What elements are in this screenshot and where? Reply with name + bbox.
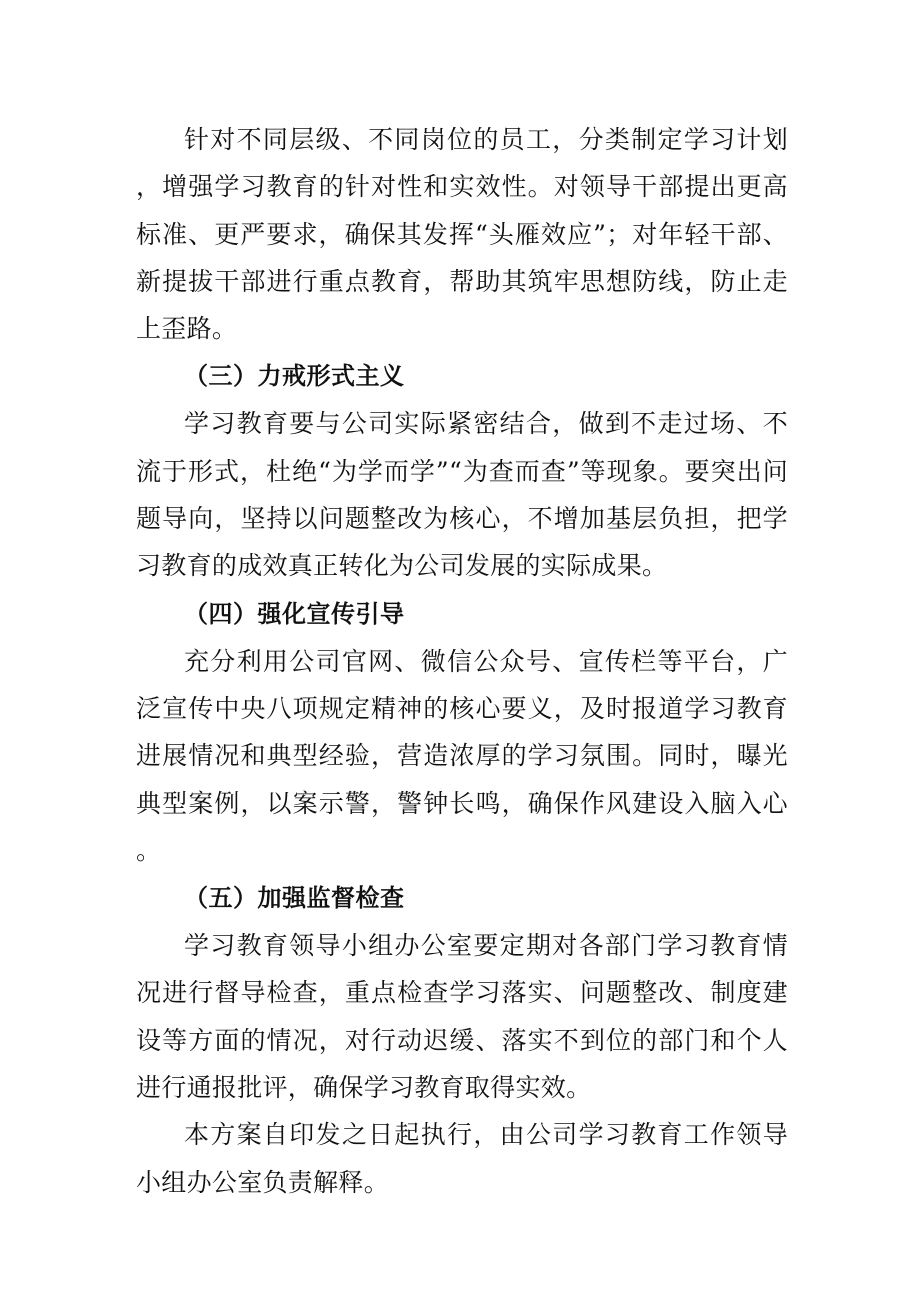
document-page: [136, 116, 788, 1206]
paragraph-supervision: 学习教育领导小组办公室要定期对各部门学习教育情况进行督导检查，重点检查学习落实、问题整改、制度建设等方面的情况，对行动迟缓、落实不到位的部门和个人进行通报批评，确保学习教育取得实效。: [136, 931, 788, 1103]
section-heading-4: （四）强化宣传引导: [184, 599, 405, 628]
paragraph-staff-plans: 针对不同层级、不同岗位的员工，分类制定学习计划，增强学习教育的针对性和实效性。对领导干部提出更高标准、更严要求，确保其发挥“头雁效应”；对年轻干部、新提拔干部进行重点教育，帮助其筑牢思想防线，防止走上歪路。: [136, 125, 788, 344]
paragraph-avoid-formalism: 学习教育要与公司实际紧密结合，做到不走过场、不流于形式，杜绝“为学而学”“为查而查”等现象。要突出问题导向，坚持以问题整改为核心，不增加基层负担，把学习教育的成效真正转化为公司发展的实际成果。: [136, 409, 788, 581]
section-heading-3: （三）力戒形式主义: [184, 362, 405, 391]
section-heading-5: （五）加强监督检查: [184, 884, 405, 913]
paragraph-closing: 本方案自印发之日起执行，由公司学习教育工作领导小组办公室负责解释。: [136, 1120, 788, 1197]
paragraph-publicity: 充分利用公司官网、微信公众号、宣传栏等平台，广泛宣传中央八项规定精神的核心要义，及时报道学习教育进展情况和典型经验，营造浓厚的学习氛围。同时，曝光典型案例，以案示警，警钟长鸣，确保作风建设入脑入心。: [136, 646, 788, 865]
